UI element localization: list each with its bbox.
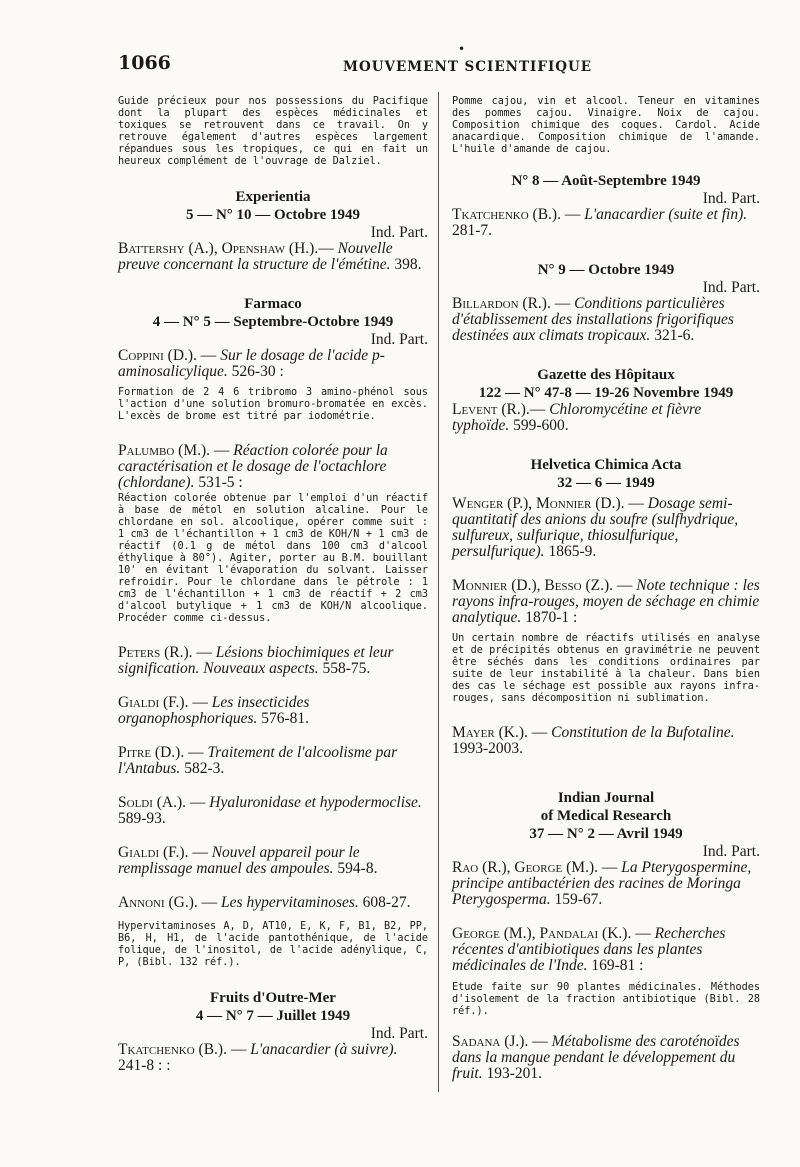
entry: [118, 845, 428, 877]
column-divider: [438, 92, 439, 1092]
entry-title: Hyaluronidase et hypodermoclise.: [209, 794, 422, 811]
entry-authors: Gialdi (F.). —: [118, 844, 208, 861]
entry-pages: 594-8.: [337, 860, 378, 877]
entry: [118, 895, 428, 911]
entry: [118, 745, 428, 777]
journal-title: Experientia: [235, 189, 311, 205]
entry-authors: Pitre (D.). —: [118, 744, 204, 761]
journal-issue: 37 — N° 2 — Avril 1949: [529, 826, 683, 842]
entry-pages: 193-201.: [486, 1065, 542, 1082]
entry-pages: 321-6.: [654, 327, 695, 344]
entry-pages: 1993-2003.: [452, 740, 524, 757]
entry-pages: 576-81.: [261, 710, 310, 727]
entry-authors: Soldi (A.). —: [118, 794, 206, 811]
entry: [452, 1034, 760, 1082]
entry-abstract: Formation de 2 4 6 tribromo 3 amino-phénol sous l'action d'une solution bromuro-bromatée en excès. L'excès de brome est titré par iodométrie.: [118, 387, 428, 422]
entry-pages: 159-67.: [554, 891, 603, 908]
entry-abstract: Hypervitaminoses A, D, AT10, E, K, F, B1, B2, PP, B6, H, H1, de l'acide pantothénique, de l'acide folique, de l'inositol, de l'acide adénylique, C, P, (Bibl. 132 réf.).: [118, 921, 428, 968]
entry-pages: 281-7.: [452, 222, 493, 239]
index-label: Ind. Part.: [370, 331, 428, 348]
left-column: [118, 96, 428, 1076]
entry: [118, 1042, 428, 1074]
page-header: [118, 42, 722, 82]
journal-issue: 4 — N° 7 — Juillet 1949: [195, 1008, 351, 1024]
entry-title: Réaction colorée pour la caractérisation et le dosage de l'octachlore (chlordane).: [118, 442, 388, 491]
entry-authors: Levent (R.).—: [452, 401, 546, 418]
journal-title: Indian Journal: [557, 790, 655, 806]
entry-authors: Battershy (A.), Openshaw (H.).—: [118, 240, 334, 257]
index-label: Ind. Part.: [370, 224, 428, 241]
entry-title: Nouvel appareil pour le remplissage manuel des ampoules.: [118, 844, 360, 877]
entry-abstract: Etude faite sur 90 plantes médicinales. Méthodes d'isolement de la fraction antibiotique (Bibl. 28 réf.).: [452, 982, 760, 1017]
entry-title: Dosage semi-quantitatif des anions du soufre (sulfhydrique, sulfureux, sulfurique, thiosulfurique, persulfurique).: [452, 495, 739, 560]
entry-authors: Gialdi (F.). —: [118, 694, 208, 711]
entry-title: Traitement de l'alcoolisme par l'Antabus.: [118, 744, 398, 777]
entry-pages: 558-75.: [322, 660, 371, 677]
entry-authors: Monnier (D.), Besso (Z.). —: [452, 577, 633, 594]
entry: [118, 695, 428, 727]
entry: [118, 241, 428, 273]
entry-pages: 589-93.: [118, 810, 166, 827]
journal-issue: 5 — N° 10 — Octobre 1949: [185, 207, 361, 223]
entry: [452, 496, 760, 560]
journal-issue: 32 — 6 — 1949: [557, 475, 655, 491]
header-ornament: •: [458, 42, 466, 56]
journal-title: Gazette des Hôpitaux: [537, 367, 675, 383]
entry-title: Chloromycétine et fièvre typhoïde.: [452, 401, 702, 434]
entry-title: Métabolisme des caroténoïdes dans la mangue pendant le développement du fruit.: [452, 1033, 740, 1082]
index-label: Ind. Part.: [702, 843, 760, 860]
entry: [452, 725, 760, 757]
entry-pages: 582-3.: [184, 760, 225, 777]
page-number: 1066: [118, 52, 171, 74]
entry-title: Nouvelle preuve concernant la structure de l'émétine.: [118, 240, 393, 273]
entry-authors: Annoni (G.). —: [118, 894, 218, 911]
entry-authors: Sadana (J.). —: [452, 1033, 548, 1050]
entry-abstract: Réaction colorée obtenue par l'emploi d'un réactif à base de métol en solution alcaline. Pour le chlordane en sol. alcoolique, opérer comme suit : 1 cm3 de l'échantillon + 1 cm3 de KOH/N + 1 cm3 de réactif (0.1 g de métol dans 100 cm3 d'alcool éthylique à 80°). Agiter, porter au B.M. bouillant 10' en évitant l'évaporation du solvant. Laisser refroidir. Pour le chlordane dans le pétrole : 1 cm3 de l'échantillon + 1 cm3 de réactif + 2 cm3 d'alcool butylique + 1 cm3 de KOH/N alcoolique. Procéder comme ci-dessus.: [118, 493, 428, 624]
entry-authors: George (M.), Pandalai (K.). —: [452, 925, 651, 942]
entry: [452, 926, 760, 974]
entry-pages: 169-81 :: [591, 957, 644, 974]
entry-title: Les insecticides organophosphoriques.: [118, 694, 310, 727]
journal-title-line2: of Medical Research: [540, 808, 672, 824]
running-title: MOUVEMENT SCIENTIFIQUE: [343, 59, 593, 75]
entry-authors: Rao (R.), George (M.). —: [452, 859, 618, 876]
entry: [452, 296, 760, 344]
entry-abstract-continued: Pomme cajou, vin et alcool. Teneur en vitamines des pommes cajou. Vinaigre. Noix de cajou. Composition chimique des coques. Cardol. Acide anacardique. Composition chimique de l'amande. L'huile d'amande de cajou.: [452, 96, 760, 155]
entry-authors: Wenger (P.), Monnier (D.). —: [452, 495, 644, 512]
journal-issue: N° 8 — Août-Septembre 1949: [511, 173, 701, 189]
entry-pages: 531-5 :: [198, 474, 243, 491]
entry-pages: 1865-9.: [548, 543, 597, 560]
entry-authors: Mayer (K.). —: [452, 724, 548, 741]
entry-title: La Pterygospermine, principe antibactérien des racines de Moringa Pterygosperma.: [452, 859, 752, 908]
entry-title: Constitution de la Bufotaline.: [551, 724, 735, 741]
entry-title: Les hypervitaminoses.: [221, 894, 359, 911]
entry: [118, 443, 428, 491]
entry-authors: Tkatchenko (B.). —: [118, 1041, 247, 1058]
right-column: [452, 96, 760, 1084]
entry-pages: 398.: [394, 256, 422, 273]
entry-title: Recherches récentes d'antibiotiques dans les plantes médicinales de l'Inde.: [452, 925, 726, 974]
journal-title: Farmaco: [244, 296, 302, 312]
intro-abstract: Guide précieux pour nos possessions du Pacifique dont la plupart des espèces médicinales et toxiques se retrouvent dans ce travail. On y retrouve également d'autres espèces largement répandues sous les tropiques, ce qui en fait un heureux complément de l'ouvrage de Dalziel.: [118, 96, 428, 167]
journal-issue: 4 — N° 5 — Septembre-Octobre 1949: [152, 314, 394, 330]
journal-issue: N° 9 — Octobre 1949: [537, 262, 675, 278]
entry: [118, 348, 428, 380]
entry: [118, 795, 428, 827]
entry: [452, 402, 760, 434]
entry: [452, 860, 760, 908]
journal-title: Helvetica Chimica Acta: [530, 457, 682, 473]
entry: [452, 207, 760, 239]
entry-pages: 608-27.: [362, 894, 411, 911]
entry-title: Sur le dosage de l'acide p-aminosalicylique.: [118, 347, 385, 380]
entry-authors: Palumbo (M.). —: [118, 442, 230, 459]
journal-issue: 122 — N° 47-8 — 19-26 Novembre 1949: [478, 385, 734, 401]
index-label: Ind. Part.: [370, 1025, 428, 1042]
entry-title: L'anacardier (à suivre).: [250, 1041, 398, 1058]
entry-pages: 526-30 :: [231, 363, 284, 380]
entry-abstract: Un certain nombre de réactifs utilisés en analyse et de précipités obtenus en gravimétrie ne peuvent être séchés dans les conditions ordinaires par suite de leur instabilité à la chaleur. Dans bien des cas le séchage est possible aux rayons infra-rouges, sans décomposition ni sublimation.: [452, 633, 760, 704]
journal-title: Fruits d'Outre-Mer: [210, 990, 336, 1006]
entry: [118, 645, 428, 677]
index-label: Ind. Part.: [702, 279, 760, 296]
entry-title: Conditions particulières d'établissement des installations frigorifiques destinées aux climats tropicaux.: [452, 295, 734, 344]
entry-title: L'anacardier (suite et fin).: [584, 206, 748, 223]
entry-authors: Tkatchenko (B.). —: [452, 206, 581, 223]
entry-pages: 1870-1 :: [525, 609, 578, 626]
entry: [452, 578, 760, 626]
index-label: Ind. Part.: [702, 190, 760, 207]
entry-title: Note technique : les rayons infra-rouges, moyen de séchage en chimie analytique.: [452, 577, 760, 626]
entry-pages: 599-600.: [513, 417, 569, 434]
entry-authors: Billardon (R.). —: [452, 295, 571, 312]
entry-authors: Peters (R.). —: [118, 644, 212, 661]
entry-title: Lésions biochimiques et leur signification. Nouveaux aspects.: [118, 644, 394, 677]
entry-authors: Coppini (D.). —: [118, 347, 217, 364]
entry-pages: 241-8 : :: [118, 1057, 171, 1074]
